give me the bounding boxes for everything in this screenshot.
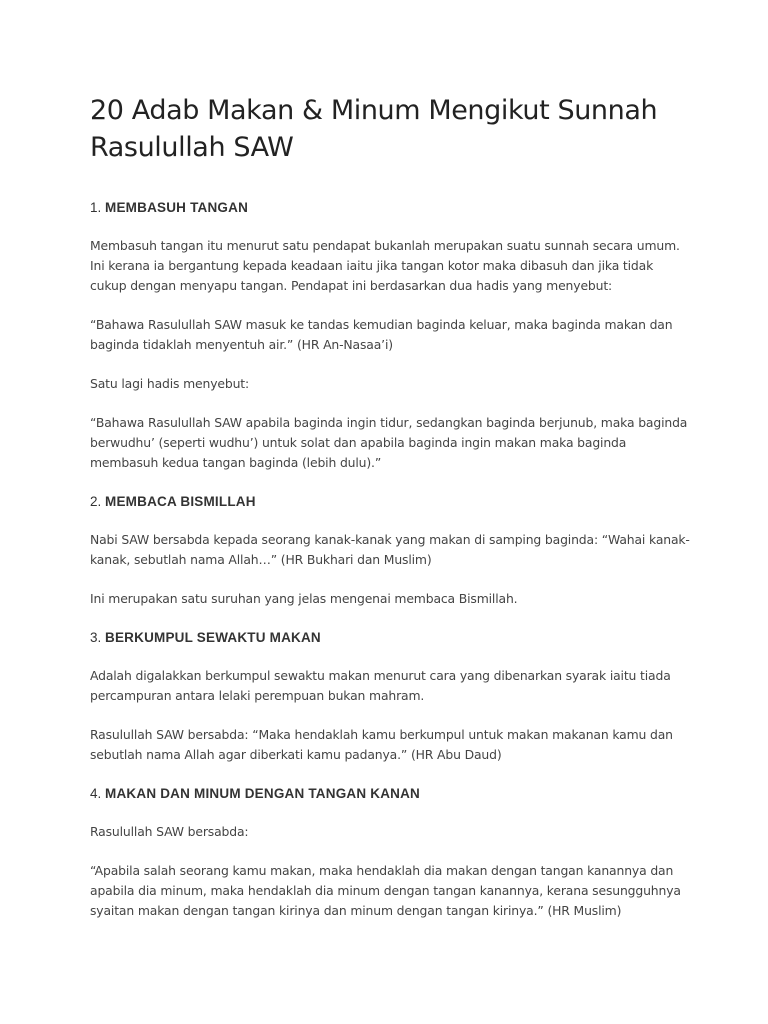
- section-1: [90, 198, 690, 473]
- paragraph: Ini merupakan satu suruhan yang jelas mengenai membaca Bismillah.: [90, 591, 518, 606]
- section-title: MAKAN DAN MINUM DENGAN TANGAN KANAN: [105, 786, 421, 801]
- article: [90, 92, 690, 940]
- paragraph: Adalah digalakkan berkumpul sewaktu makan menurut cara yang dibenarkan syarak iaitu tiada percampuran antara lelaki perempuan bukan mahram.: [90, 668, 671, 703]
- paragraph: “Bahawa Rasulullah SAW apabila baginda ingin tidur, sedangkan baginda berjunub, maka baginda berwudhu’ (seperti wudhu’) untuk solat dan apabila baginda ingin makan maka baginda membasuh kedua tangan baginda (lebih dulu).”: [90, 415, 688, 470]
- paragraph: Rasulullah SAW bersabda: “Maka hendaklah kamu berkumpul untuk makan makanan kamu dan sebutlah nama Allah agar diberkati kamu padanya.” (HR Abu Daud): [90, 727, 673, 762]
- article-title: 20 Adab Makan & Minum Mengikut Sunnah Rasulullah SAW: [90, 95, 658, 163]
- section-heading: [90, 198, 690, 218]
- section-number: 1.: [90, 200, 102, 215]
- paragraph: Rasulullah SAW bersabda:: [90, 824, 249, 839]
- section-3: [90, 628, 690, 765]
- section-4: [90, 784, 690, 921]
- paragraph: Satu lagi hadis menyebut:: [90, 376, 250, 391]
- section-heading: [90, 628, 690, 648]
- section-2: [90, 492, 690, 609]
- section-heading: [90, 784, 690, 804]
- paragraph: Nabi SAW bersabda kepada seorang kanak-kanak yang makan di samping baginda: “Wahai kanak-kanak, sebutlah nama Allah…” (HR Bukhari dan Muslim): [90, 532, 690, 567]
- section-number: 3.: [90, 630, 102, 645]
- section-title: MEMBACA BISMILLAH: [105, 494, 256, 509]
- paragraph: “Bahawa Rasulullah SAW masuk ke tandas kemudian baginda keluar, maka baginda makan dan baginda tidaklah menyentuh air.” (HR An-Nasaa’i): [90, 317, 673, 352]
- paragraph: “Apabila salah seorang kamu makan, maka hendaklah dia makan dengan tangan kanannya dan apabila dia minum, maka hendaklah dia minum dengan tangan kanannya, kerana sesungguhnya syaitan makan dengan tangan kirinya dan minum dengan tangan kirinya.” (HR Muslim): [90, 863, 681, 918]
- paragraph: Membasuh tangan itu menurut satu pendapat bukanlah merupakan suatu sunnah secara umum. Ini kerana ia bergantung kepada keadaan iaitu jika tangan kotor maka dibasuh dan jika tidak cukup dengan menyapu tangan. Pendapat ini berdasarkan dua hadis yang menyebut:: [90, 238, 680, 293]
- section-heading: [90, 492, 690, 512]
- section-number: 4.: [90, 786, 102, 801]
- section-number: 2.: [90, 494, 102, 509]
- section-title: MEMBASUH TANGAN: [105, 200, 249, 215]
- section-title: BERKUMPUL SEWAKTU MAKAN: [105, 630, 321, 645]
